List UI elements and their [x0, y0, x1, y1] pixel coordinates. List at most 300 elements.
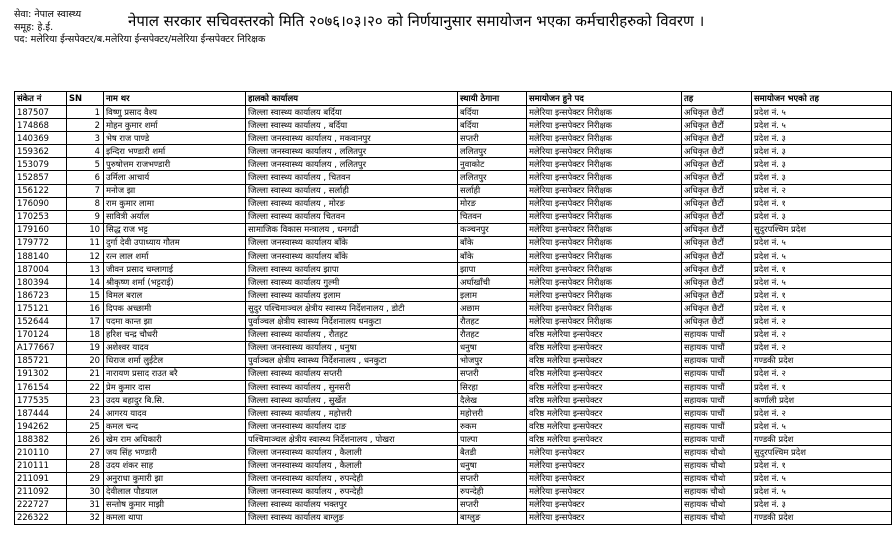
cell-adjusted-level: प्रदेश नं. ५ — [752, 119, 892, 132]
cell-name: सावित्री अर्याल — [104, 210, 246, 223]
cell-permanent-address: चितवन — [458, 210, 527, 223]
table-row — [15, 315, 892, 328]
cell-current-office: जिल्ला स्वास्थ्य कार्यालय , रौतहट — [246, 328, 458, 341]
cell-adjusted-level: प्रदेश नं. ३ — [752, 171, 892, 184]
cell-sn: 30 — [67, 485, 104, 498]
cell-code: 180394 — [15, 276, 67, 289]
cell-code: 185721 — [15, 354, 67, 367]
cell-permanent-address: बाग्लुङ — [458, 511, 527, 524]
cell-current-office: जिल्ला जनस्वास्थ्य कार्यालय , कैलाली — [246, 459, 458, 472]
cell-adjusted-level: प्रदेश नं. १ — [752, 302, 892, 315]
cell-adjusted-post: वरिष्ठ मलेरिया इन्सपेक्टर — [527, 420, 682, 433]
table-row — [15, 302, 892, 315]
cell-name: रत्न लाल शर्मा — [104, 250, 246, 263]
table-row — [15, 394, 892, 407]
cell-current-office: सामाजिक विकास मन्त्रालय , धनगढी — [246, 223, 458, 236]
cell-code: 152644 — [15, 315, 67, 328]
cell-adjusted-level: प्रदेश नं. २ — [752, 315, 892, 328]
cell-level: अधिकृत छैटौं — [682, 132, 752, 145]
cell-adjusted-post: वरिष्ठ मलेरिया इन्सपेक्टर — [527, 328, 682, 341]
cell-level: सहायक पाचौं — [682, 328, 752, 341]
cell-code: 188140 — [15, 250, 67, 263]
cell-adjusted-post: मलेरिया इन्सपेक्टर निरीक्षक — [527, 276, 682, 289]
cell-level: अधिकृत छैटौं — [682, 145, 752, 158]
cell-adjusted-level: प्रदेश नं. २ — [752, 328, 892, 341]
cell-adjusted-level: प्रदेश नं. २ — [752, 341, 892, 354]
cell-code: 179160 — [15, 223, 67, 236]
cell-adjusted-level: कर्णाली प्रदेश — [752, 394, 892, 407]
col-header-current-office: हालको कार्यालय — [246, 92, 458, 106]
cell-name: जीवन प्रसाद चम्लागाई — [104, 263, 246, 276]
cell-name: नारायण प्रसाद राउत बरै — [104, 367, 246, 380]
cell-adjusted-post: मलेरिया इन्सपेक्टर — [527, 459, 682, 472]
table-row — [15, 250, 892, 263]
cell-adjusted-level: प्रदेश नं. ५ — [752, 276, 892, 289]
cell-adjusted-level: सुदुरपश्चिम प्रदेश — [752, 223, 892, 236]
cell-adjusted-post: वरिष्ठ मलेरिया इन्सपेक्टर — [527, 341, 682, 354]
cell-code: 140369 — [15, 132, 67, 145]
cell-permanent-address: कञ्चनपुर — [458, 223, 527, 236]
cell-sn: 8 — [67, 197, 104, 210]
table-row — [15, 132, 892, 145]
cell-permanent-address: बाँके — [458, 250, 527, 263]
table-row — [15, 380, 892, 393]
cell-code: 186723 — [15, 289, 67, 302]
cell-sn: 27 — [67, 446, 104, 459]
cell-name: उदय शंकर साह — [104, 459, 246, 472]
cell-name: कमला थापा — [104, 511, 246, 524]
cell-sn: 22 — [67, 380, 104, 393]
cell-adjusted-post: मलेरिया इन्सपेक्टर निरीक्षक — [527, 223, 682, 236]
table-row — [15, 354, 892, 367]
cell-level: सहायक पाचौं — [682, 367, 752, 380]
cell-code: 170253 — [15, 210, 67, 223]
cell-adjusted-post: मलेरिया इन्सपेक्टर निरीक्षक — [527, 263, 682, 276]
cell-permanent-address: धनुषा — [458, 341, 527, 354]
cell-code: 152857 — [15, 171, 67, 184]
cell-current-office: जिल्ला स्वास्थ्य कार्यालय इलाम — [246, 289, 458, 302]
cell-adjusted-post: वरिष्ठ मलेरिया इन्सपेक्टर — [527, 407, 682, 420]
table-row — [15, 289, 892, 302]
cell-name: उदय बहादुर बि.सि. — [104, 394, 246, 407]
cell-name: विष्णु प्रसाद वैश्य — [104, 106, 246, 119]
table-row — [15, 328, 892, 341]
cell-level: सहायक चौथो — [682, 485, 752, 498]
cell-adjusted-post: मलेरिया इन्सपेक्टर निरीक्षक — [527, 250, 682, 263]
table-row — [15, 263, 892, 276]
cell-code: 170124 — [15, 328, 67, 341]
cell-name: भेष राज पाण्डे — [104, 132, 246, 145]
col-header-adjusted-post: समायोजन हुने पद — [527, 92, 682, 106]
cell-current-office: जिल्ला जनस्वास्थ्य कार्यालय , ललितपुर — [246, 158, 458, 171]
cell-adjusted-level: प्रदेश नं. १ — [752, 289, 892, 302]
cell-current-office: जिल्ला स्वास्थ्य कार्यालय गुल्मी — [246, 276, 458, 289]
cell-permanent-address: ललितपुर — [458, 145, 527, 158]
table-row — [15, 459, 892, 472]
cell-code: 175121 — [15, 302, 67, 315]
cell-level: अधिकृत छैटौं — [682, 315, 752, 328]
cell-adjusted-level: प्रदेश नं. ५ — [752, 106, 892, 119]
cell-adjusted-level: प्रदेश नं. १ — [752, 459, 892, 472]
cell-permanent-address: महोत्तरी — [458, 407, 527, 420]
cell-current-office: जिल्ला जनस्वास्थ्य कार्यालय , रुपन्देही — [246, 485, 458, 498]
cell-current-office: जिल्ला स्वास्थ्य कार्यालय बाग्लुङ — [246, 511, 458, 524]
cell-adjusted-post: मलेरिया इन्सपेक्टर — [527, 446, 682, 459]
cell-sn: 15 — [67, 289, 104, 302]
table-row — [15, 106, 892, 119]
table-row — [15, 511, 892, 524]
table-row — [15, 276, 892, 289]
cell-code: 177535 — [15, 394, 67, 407]
cell-sn: 6 — [67, 171, 104, 184]
col-header-adjusted-level: समायोजन भएको तह — [752, 92, 892, 106]
cell-sn: 5 — [67, 158, 104, 171]
cell-sn: 13 — [67, 263, 104, 276]
cell-permanent-address: बाँके — [458, 236, 527, 249]
cell-sn: 23 — [67, 394, 104, 407]
cell-adjusted-level: प्रदेश नं. ५ — [752, 250, 892, 263]
table-row — [15, 420, 892, 433]
table-row — [15, 341, 892, 354]
cell-sn: 7 — [67, 184, 104, 197]
table-header-row — [15, 92, 892, 106]
cell-permanent-address: भोजपुर — [458, 354, 527, 367]
cell-adjusted-post: मलेरिया इन्सपेक्टर निरीक्षक — [527, 132, 682, 145]
cell-current-office: जिल्ला स्वास्थ्य कार्यालय झापा — [246, 263, 458, 276]
cell-adjusted-post: वरिष्ठ मलेरिया इन्सपेक्टर — [527, 367, 682, 380]
cell-level: सहायक चौथो — [682, 498, 752, 511]
cell-current-office: जिल्ला स्वास्थ्य कार्यालय सप्तरी — [246, 367, 458, 380]
cell-level: अधिकृत छैटौं — [682, 171, 752, 184]
cell-adjusted-level: गण्डकी प्रदेश — [752, 433, 892, 446]
cell-sn: 11 — [67, 236, 104, 249]
cell-current-office: जिल्ला स्वास्थ्य कार्यालय , सर्लाही — [246, 184, 458, 197]
cell-name: सिद्ध राज भट्ट — [104, 223, 246, 236]
cell-current-office: जिल्ला स्वास्थ्य कार्यालय , मोरङ — [246, 197, 458, 210]
cell-permanent-address: सप्तरी — [458, 498, 527, 511]
cell-name: दिपक अच्छामी — [104, 302, 246, 315]
cell-current-office: जिल्ला जनस्वास्थ्य कार्यालय बाँके — [246, 236, 458, 249]
cell-permanent-address: झापा — [458, 263, 527, 276]
cell-name: कमल चन्द — [104, 420, 246, 433]
cell-adjusted-post: मलेरिया इन्सपेक्टर निरीक्षक — [527, 119, 682, 132]
table-row — [15, 498, 892, 511]
cell-code: 194262 — [15, 420, 67, 433]
cell-level: अधिकृत छैटौं — [682, 236, 752, 249]
cell-level: सहायक पाचौं — [682, 407, 752, 420]
cell-current-office: जिल्ला जनस्वास्थ्य कार्यालय , ललितपुर — [246, 145, 458, 158]
cell-adjusted-level: प्रदेश नं. १ — [752, 197, 892, 210]
cell-level: सहायक चौथो — [682, 459, 752, 472]
cell-name: इन्दिरा भण्डारी शर्मा — [104, 145, 246, 158]
cell-permanent-address: रुपन्देही — [458, 485, 527, 498]
cell-sn: 14 — [67, 276, 104, 289]
cell-sn: 25 — [67, 420, 104, 433]
cell-adjusted-level: प्रदेश नं. १ — [752, 380, 892, 393]
cell-adjusted-level: प्रदेश नं. २ — [752, 184, 892, 197]
cell-name: खेम राम अधिकारी — [104, 433, 246, 446]
cell-sn: 18 — [67, 328, 104, 341]
cell-sn: 4 — [67, 145, 104, 158]
cell-permanent-address: सिरहा — [458, 380, 527, 393]
cell-current-office: जिल्ला स्वास्थ्य कार्यालय बर्दिया — [246, 106, 458, 119]
cell-sn: 21 — [67, 367, 104, 380]
cell-sn: 2 — [67, 119, 104, 132]
cell-adjusted-level: प्रदेश नं. ३ — [752, 210, 892, 223]
cell-name: आगरय यादव — [104, 407, 246, 420]
cell-adjusted-level: प्रदेश नं. ३ — [752, 132, 892, 145]
cell-code: 187004 — [15, 263, 67, 276]
cell-current-office: जिल्ला स्वास्थ्य कार्यालय , सुनसरी — [246, 380, 458, 393]
col-header-sn: SN — [67, 92, 104, 106]
cell-adjusted-level: प्रदेश नं. ३ — [752, 498, 892, 511]
cell-sn: 20 — [67, 354, 104, 367]
cell-adjusted-post: मलेरिया इन्सपेक्टर निरीक्षक — [527, 171, 682, 184]
cell-adjusted-post: मलेरिया इन्सपेक्टर निरीक्षक — [527, 158, 682, 171]
cell-name: मनोज झा — [104, 184, 246, 197]
cell-permanent-address: सप्तरी — [458, 132, 527, 145]
cell-name: धिराज शर्मा लुईटेल — [104, 354, 246, 367]
cell-sn: 19 — [67, 341, 104, 354]
cell-name: पदमा कान्त झा — [104, 315, 246, 328]
cell-adjusted-level: प्रदेश नं. ३ — [752, 145, 892, 158]
col-header-level: तह — [682, 92, 752, 106]
cell-adjusted-level: प्रदेश नं. ३ — [752, 158, 892, 171]
cell-current-office: जिल्ला जनस्वास्थ्य कार्यालय , मकवानपुर — [246, 132, 458, 145]
cell-code: 211091 — [15, 472, 67, 485]
cell-permanent-address: मोरङ — [458, 197, 527, 210]
cell-current-office: पुर्वाञ्चल क्षेत्रीय स्वास्थ्य निर्देशनालय , धनकुटा — [246, 354, 458, 367]
cell-code: 226322 — [15, 511, 67, 524]
cell-level: सहायक चौथो — [682, 472, 752, 485]
cell-sn: 12 — [67, 250, 104, 263]
cell-level: सहायक पाचौं — [682, 354, 752, 367]
table-row — [15, 145, 892, 158]
cell-code: 188382 — [15, 433, 67, 446]
cell-level: सहायक चौथो — [682, 511, 752, 524]
cell-permanent-address: रौतहट — [458, 315, 527, 328]
cell-adjusted-post: मलेरिया इन्सपेक्टर निरीक्षक — [527, 289, 682, 302]
cell-current-office: जिल्ला स्वास्थ्य कार्यालय , चितवन — [246, 171, 458, 184]
cell-current-office: जिल्ला स्वास्थ्य कार्यालय , सुर्खेत — [246, 394, 458, 407]
cell-current-office: जिल्ला स्वास्थ्य कार्यालय भक्तपुर — [246, 498, 458, 511]
cell-permanent-address: बैतडी — [458, 446, 527, 459]
cell-adjusted-level: प्रदेश नं. १ — [752, 263, 892, 276]
cell-adjusted-post: मलेरिया इन्सपेक्टर — [527, 472, 682, 485]
cell-level: सहायक चौथो — [682, 446, 752, 459]
table-row — [15, 236, 892, 249]
cell-code: A177667 — [15, 341, 67, 354]
cell-name: दुर्गा देवी उपाध्याय गौतम — [104, 236, 246, 249]
cell-sn: 24 — [67, 407, 104, 420]
table-body — [15, 106, 892, 525]
table-row — [15, 197, 892, 210]
cell-current-office: जिल्ला स्वास्थ्य कार्यालय चितवन — [246, 210, 458, 223]
cell-code: 210111 — [15, 459, 67, 472]
cell-adjusted-post: मलेरिया इन्सपेक्टर निरीक्षक — [527, 184, 682, 197]
table-row — [15, 210, 892, 223]
cell-code: 222727 — [15, 498, 67, 511]
cell-sn: 3 — [67, 132, 104, 145]
cell-sn: 31 — [67, 498, 104, 511]
cell-level: सहायक पाचौं — [682, 420, 752, 433]
cell-name: प्रेम कुमार दास — [104, 380, 246, 393]
table-row — [15, 433, 892, 446]
cell-permanent-address: पाल्पा — [458, 433, 527, 446]
cell-permanent-address: सर्लाही — [458, 184, 527, 197]
cell-code: 211092 — [15, 485, 67, 498]
cell-name: मोहन कुमार शर्मा — [104, 119, 246, 132]
cell-current-office: पश्चिमाञ्चल क्षेत्रीय स्वास्थ्य निर्देशनालय , पोखरा — [246, 433, 458, 446]
cell-name: देवीलाल पौडयाल — [104, 485, 246, 498]
cell-adjusted-post: मलेरिया इन्सपेक्टर — [527, 511, 682, 524]
cell-sn: 16 — [67, 302, 104, 315]
cell-level: सहायक पाचौं — [682, 433, 752, 446]
table-row — [15, 407, 892, 420]
service-label: सेवा: नेपाल स्वास्थ्य — [14, 9, 82, 20]
cell-adjusted-post: मलेरिया इन्सपेक्टर निरीक्षक — [527, 302, 682, 315]
cell-adjusted-post: मलेरिया इन्सपेक्टर निरीक्षक — [527, 145, 682, 158]
col-header-permanent-address: स्थायी ठेगाना — [458, 92, 527, 106]
cell-level: अधिकृत छैटौं — [682, 276, 752, 289]
cell-sn: 28 — [67, 459, 104, 472]
cell-permanent-address: बर्दिया — [458, 119, 527, 132]
table-row — [15, 472, 892, 485]
cell-permanent-address: सप्तरी — [458, 367, 527, 380]
cell-current-office: जिल्ला जनस्वास्थ्य कार्यालय , कैलाली — [246, 446, 458, 459]
cell-level: अधिकृत छैटौं — [682, 197, 752, 210]
cell-adjusted-level: सुदुरपश्चिम प्रदेश — [752, 446, 892, 459]
cell-code: 174868 — [15, 119, 67, 132]
table-row — [15, 446, 892, 459]
cell-adjusted-post: मलेरिया इन्सपेक्टर — [527, 485, 682, 498]
cell-adjusted-post: मलेरिया इन्सपेक्टर निरीक्षक — [527, 236, 682, 249]
table-row — [15, 485, 892, 498]
cell-name: उर्मिला आचार्य — [104, 171, 246, 184]
cell-permanent-address: सप्तरी — [458, 472, 527, 485]
cell-permanent-address: रुकम — [458, 420, 527, 433]
cell-code: 179772 — [15, 236, 67, 249]
cell-adjusted-post: वरिष्ठ मलेरिया इन्सपेक्टर — [527, 354, 682, 367]
cell-adjusted-post: वरिष्ठ मलेरिया इन्सपेक्टर — [527, 433, 682, 446]
cell-code: 159362 — [15, 145, 67, 158]
cell-adjusted-level: प्रदेश नं. ५ — [752, 485, 892, 498]
cell-name: पुरुषोत्तम राजभण्डारी — [104, 158, 246, 171]
cell-sn: 29 — [67, 472, 104, 485]
cell-adjusted-post: मलेरिया इन्सपेक्टर निरीक्षक — [527, 197, 682, 210]
col-header-name: नाम थर — [104, 92, 246, 106]
cell-permanent-address: नुवाकोट — [458, 158, 527, 171]
cell-current-office: जिल्ला स्वास्थ्य कार्यालय , बर्दिया — [246, 119, 458, 132]
cell-permanent-address: रौतहट — [458, 328, 527, 341]
cell-level: अधिकृत छैटौं — [682, 263, 752, 276]
cell-sn: 1 — [67, 106, 104, 119]
cell-adjusted-level: प्रदेश नं. २ — [752, 407, 892, 420]
cell-level: अधिकृत छैटौं — [682, 119, 752, 132]
cell-permanent-address: अछाम — [458, 302, 527, 315]
cell-adjusted-level: गण्डकी प्रदेश — [752, 354, 892, 367]
cell-code: 156122 — [15, 184, 67, 197]
cell-code: 187444 — [15, 407, 67, 420]
cell-current-office: पुर्वाञ्चल क्षेत्रीय स्वास्थ्य निर्देशनालय धनकुटा — [246, 315, 458, 328]
cell-adjusted-post: मलेरिया इन्सपेक्टर — [527, 498, 682, 511]
table-row — [15, 184, 892, 197]
post-label: पद: मलेरिया ईन्सपेक्टर/ब.मलेरिया ईन्सपेक्टर/मलेरिया ईन्सपेक्टर निरिक्षक — [14, 34, 266, 45]
cell-permanent-address: इलाम — [458, 289, 527, 302]
cell-name: अशेश्वर यादव — [104, 341, 246, 354]
cell-current-office: जिल्ला जनस्वास्थ्य कार्यालय दाङ — [246, 420, 458, 433]
cell-adjusted-level: प्रदेश नं. ५ — [752, 236, 892, 249]
table-row — [15, 171, 892, 184]
employee-table — [14, 91, 892, 525]
cell-permanent-address: ललितपुर — [458, 171, 527, 184]
cell-level: सहायक पाचौं — [682, 380, 752, 393]
cell-adjusted-post: मलेरिया इन्सपेक्टर निरीक्षक — [527, 315, 682, 328]
cell-name: जय सिंह भण्डारी — [104, 446, 246, 459]
cell-adjusted-level: प्रदेश नं. २ — [752, 367, 892, 380]
cell-current-office: सुदुर पश्चिमाञ्चल क्षेत्रीय स्वास्थ्य निर्देशनालय , डोटी — [246, 302, 458, 315]
cell-adjusted-post: मलेरिया इन्सपेक्टर निरीक्षक — [527, 106, 682, 119]
cell-adjusted-post: वरिष्ठ मलेरिया इन्सपेक्टर — [527, 394, 682, 407]
cell-level: अधिकृत छैटौं — [682, 302, 752, 315]
cell-permanent-address: दैलेख — [458, 394, 527, 407]
cell-name: राम कुमार लामा — [104, 197, 246, 210]
cell-code: 187507 — [15, 106, 67, 119]
cell-permanent-address: बर्दिया — [458, 106, 527, 119]
cell-current-office: जिल्ला जनस्वास्थ्य कार्यालय , रुपन्देही — [246, 472, 458, 485]
cell-code: 153079 — [15, 158, 67, 171]
cell-name: अनुराधा कुमारी झा — [104, 472, 246, 485]
cell-name: श्रीकृष्ण शर्मा (भट्टराई) — [104, 276, 246, 289]
cell-name: हरिश चन्द्र चौधरी — [104, 328, 246, 341]
cell-level: अधिकृत छैटौं — [682, 223, 752, 236]
table-row — [15, 367, 892, 380]
cell-sn: 9 — [67, 210, 104, 223]
table-row — [15, 158, 892, 171]
cell-name: सन्तोष कुमार माझी — [104, 498, 246, 511]
cell-adjusted-level: गण्डकी प्रदेश — [752, 511, 892, 524]
cell-level: सहायक पाचौं — [682, 394, 752, 407]
document-title: नेपाल सरकार सचिवस्तरको मिति २०७६।०३।२० को निर्णयानुसार समायोजन भएका कर्मचारीहरुको विवरण । — [128, 12, 705, 30]
cell-sn: 10 — [67, 223, 104, 236]
cell-level: अधिकृत छैटौं — [682, 158, 752, 171]
table-row — [15, 119, 892, 132]
cell-current-office: जिल्ला जनस्वास्थ्य कार्यालय बाँके — [246, 250, 458, 263]
col-header-code: संकेत नं — [15, 92, 67, 106]
table-row — [15, 223, 892, 236]
cell-level: अधिकृत छैटौं — [682, 210, 752, 223]
cell-level: अधिकृत छैटौं — [682, 289, 752, 302]
cell-code: 210110 — [15, 446, 67, 459]
cell-code: 191302 — [15, 367, 67, 380]
cell-code: 176090 — [15, 197, 67, 210]
cell-name: विमल बराल — [104, 289, 246, 302]
cell-level: अधिकृत छैटौं — [682, 184, 752, 197]
cell-level: अधिकृत छैटौं — [682, 250, 752, 263]
cell-permanent-address: अर्घाखाँची — [458, 276, 527, 289]
cell-current-office: जिल्ला स्वास्थ्य कार्यालय , महोत्तरी — [246, 407, 458, 420]
cell-adjusted-post: मलेरिया इन्सपेक्टर निरीक्षक — [527, 210, 682, 223]
cell-adjusted-post: वरिष्ठ मलेरिया इन्सपेक्टर — [527, 380, 682, 393]
cell-current-office: जिल्ला जनस्वास्थ्य कार्यालय , धनुषा — [246, 341, 458, 354]
cell-permanent-address: धनुषा — [458, 459, 527, 472]
cell-sn: 26 — [67, 433, 104, 446]
group-label: समूह: हे.ई. — [14, 21, 54, 33]
cell-code: 176154 — [15, 380, 67, 393]
cell-sn: 17 — [67, 315, 104, 328]
cell-sn: 32 — [67, 511, 104, 524]
cell-level: सहायक पाचौं — [682, 341, 752, 354]
